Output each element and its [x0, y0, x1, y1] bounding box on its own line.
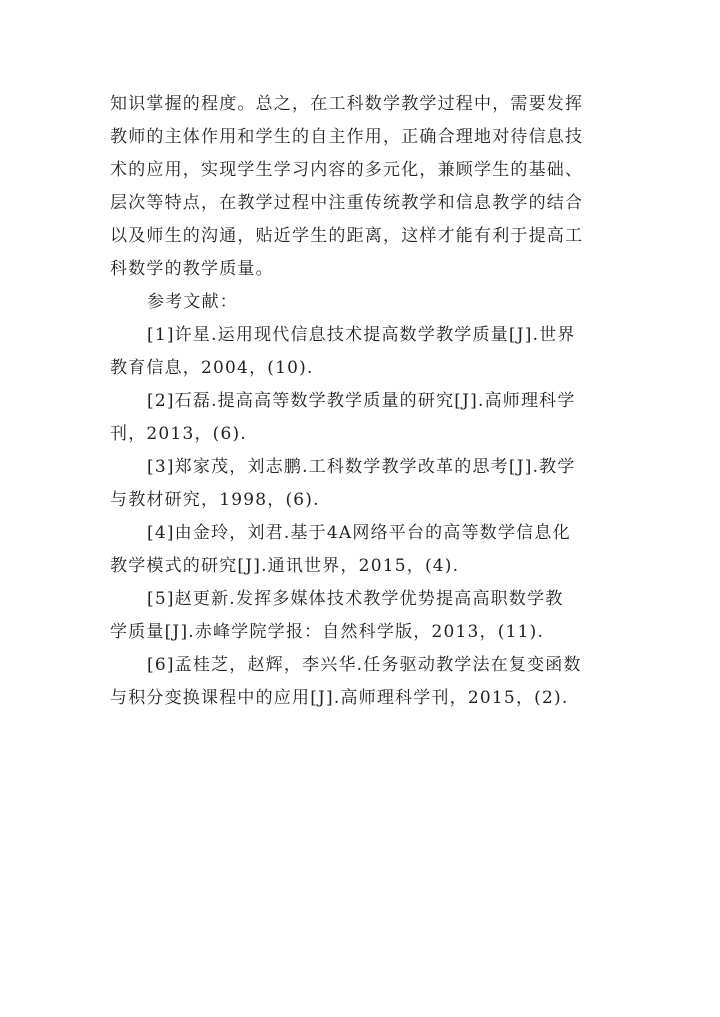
reference-line-2: 教育信息，2004，(10).: [110, 358, 314, 378]
reference-line-2: 教学模式的研究[J].通讯世界，2015，(4).: [110, 556, 460, 576]
body-line: 层次等特点，在教学过程中注重传统教学和信息教学的结合: [110, 193, 584, 213]
reference-line-2: 与积分变换课程中的应用[J].高师理科学刊，2015，(2).: [110, 688, 569, 708]
reference-line-1: [5]赵更新.发挥多媒体技术教学优势提高高职数学教: [147, 589, 564, 609]
references-heading: 参考文献：: [147, 292, 238, 312]
reference-line-2: 与教材研究，1998，(6).: [110, 490, 320, 510]
reference-line-1: [4]由金玲，刘君.基于4A网络平台的高等数学信息化: [147, 523, 571, 543]
reference-item: [110, 451, 630, 517]
reference-line-1: [1]许星.运用现代信息技术提高数学教学质量[J].世界: [147, 325, 576, 345]
body-line: 以及师生的沟通，贴近学生的距离，这样才能有利于提高工: [110, 226, 584, 246]
reference-item: [110, 649, 630, 715]
body-line: 知识掌握的程度。总之，在工科数学教学过程中，需要发挥: [110, 94, 584, 114]
reference-item: [110, 319, 630, 385]
body-line: 术的应用，实现学生学习内容的多元化，兼顾学生的基础、: [110, 160, 584, 180]
reference-line-1: [3]郑家茂，刘志鹏.工科数学教学改革的思考[J].教学: [147, 457, 576, 477]
reference-line-1: [2]石磊.提高高等数学教学质量的研究[J].高师理科学: [147, 391, 576, 411]
reference-line-2: 学质量[J].赤峰学院学报：自然科学版，2013，(11).: [110, 622, 545, 642]
reference-item: [110, 583, 630, 649]
reference-line-2: 刊，2013，(6).: [110, 424, 247, 444]
body-line: 教师的主体作用和学生的自主作用，正确合理地对待信息技: [110, 127, 584, 147]
reference-item: [110, 385, 630, 451]
reference-line-1: [6]孟桂芝，赵辉，李兴华.任务驱动教学法在复变函数: [147, 655, 582, 675]
body-paragraph: [110, 88, 630, 286]
reference-item: [110, 517, 630, 583]
body-line: 科数学的教学质量。: [110, 259, 274, 279]
page-text: [110, 88, 630, 715]
